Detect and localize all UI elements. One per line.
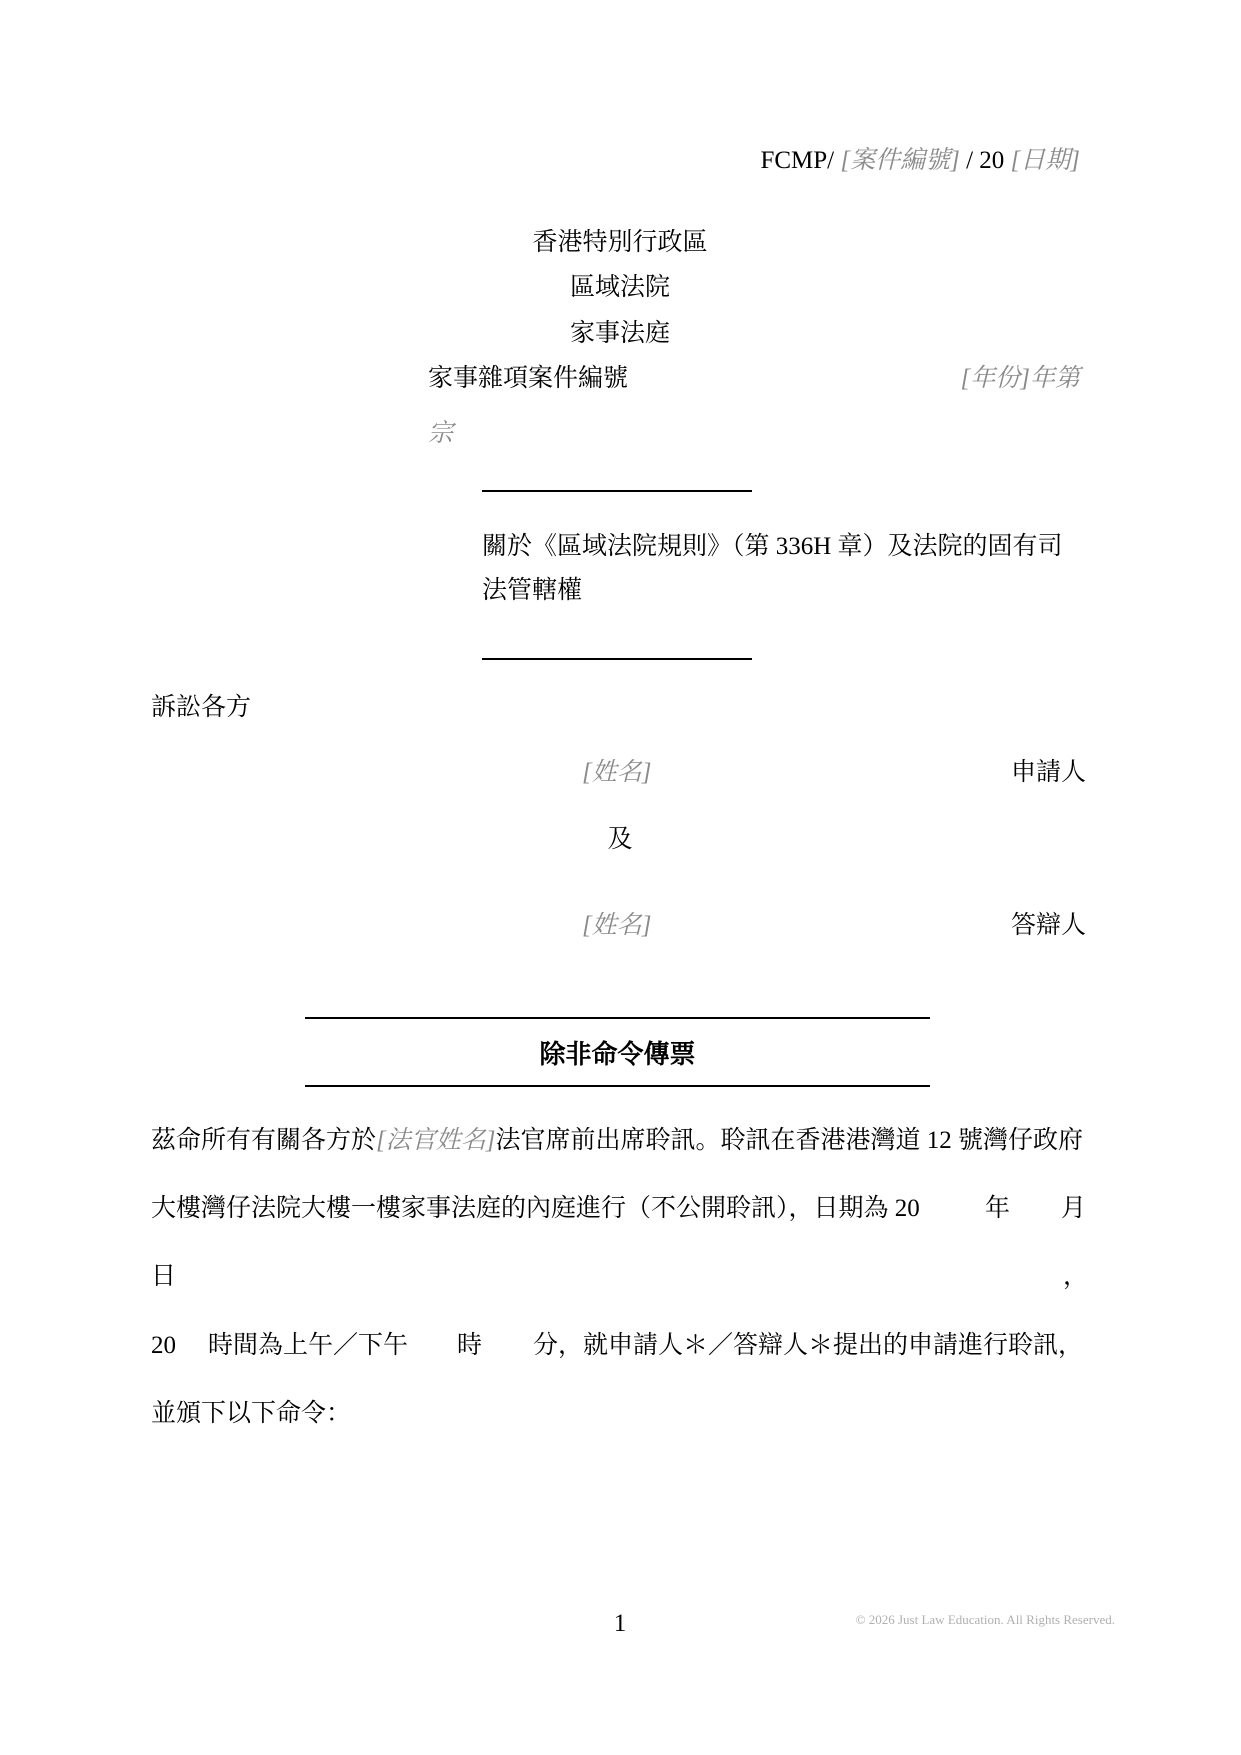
respondent-role: 答辯人 <box>1010 912 1086 939</box>
body-line-4-b: 時間為上午／下午 <box>208 1332 409 1359</box>
applicant-role: 申請人 <box>1010 759 1086 786</box>
body-line-4-c: 時 <box>457 1332 483 1359</box>
body-line-2-month: 月 <box>1061 1195 1087 1222</box>
jurisdiction-top-rule <box>482 490 752 492</box>
body-line-3-day: 日 <box>151 1263 177 1290</box>
case-number-placeholder: [案件編號] <box>840 147 960 174</box>
summons-title: 除非命令傳票 <box>539 1040 696 1069</box>
case-reference <box>760 146 1080 176</box>
court-name: 區域法院 <box>569 274 670 301</box>
body-line-4-d: 分，就申請人＊／答辯人＊提出的申請進行聆訊， <box>533 1332 1084 1359</box>
misc-case-label: 家事雜項案件編號 <box>428 365 629 392</box>
parties-heading: 訴訟各方 <box>151 694 252 721</box>
misc-case-suffix: 宗 <box>428 420 454 447</box>
title-top-rule <box>305 1017 930 1019</box>
judge-name-placeholder: [法官姓名] <box>376 1127 496 1154</box>
body-line-5: 並頒下以下命令： <box>151 1400 352 1427</box>
jurisdiction-line-2: 法管轄權 <box>482 577 583 604</box>
title-bottom-rule <box>305 1085 930 1087</box>
body-line-2-year: 年 <box>985 1195 1011 1222</box>
court-region: 香港特別行政區 <box>532 229 708 256</box>
copyright-notice: © 2026 Just Law Education. All Rights Reserved. <box>855 1612 1115 1627</box>
page-number: 1 <box>613 1610 627 1637</box>
body-line-1-post: 法官席前出席聆訊。聆訊在香港港灣道 12 號灣仔政府 <box>495 1127 1083 1154</box>
body-line-4-a: 20 <box>151 1332 176 1359</box>
body-line-1 <box>151 1126 1083 1156</box>
jurisdiction-bottom-rule <box>482 658 752 660</box>
respondent-name-placeholder: [姓名] <box>582 912 652 939</box>
body-line-1-pre: 茲命所有有關各方於 <box>151 1127 377 1154</box>
case-ref-separator: / 20 <box>966 147 1005 174</box>
year-suffix: 年第 <box>1029 365 1080 392</box>
body-line-2: 大樓灣仔法院大樓一樓家事法庭的內庭進行（不公開聆訊），日期為 20 <box>151 1195 920 1222</box>
parties-and: 及 <box>607 826 633 853</box>
case-ref-prefix: FCMP/ <box>760 147 835 174</box>
body-line-3-comma: ， <box>1063 1263 1089 1290</box>
applicant-name-placeholder: [姓名] <box>582 759 652 786</box>
case-date-placeholder: [日期] <box>1010 147 1080 174</box>
year-placeholder: [年份] <box>960 365 1030 392</box>
misc-case-year <box>961 364 1080 394</box>
court-division: 家事法庭 <box>569 320 670 347</box>
jurisdiction-line-1: 關於《區域法院規則》（第 336H 章）及法院的固有司 <box>482 533 1063 560</box>
